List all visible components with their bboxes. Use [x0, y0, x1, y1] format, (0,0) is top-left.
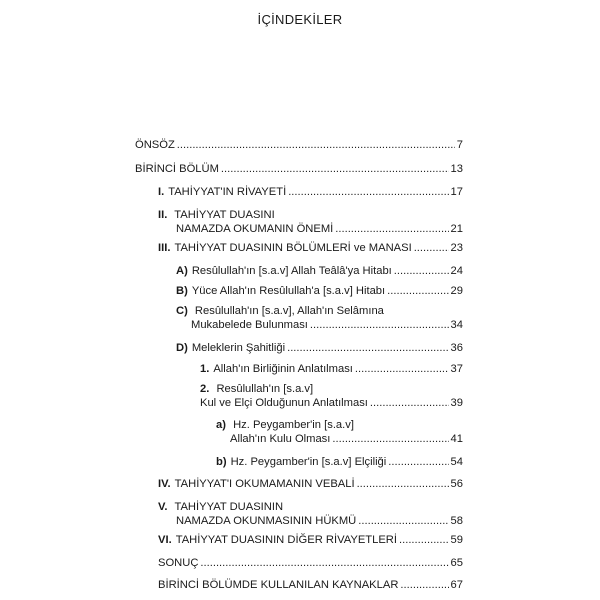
- toc-entry-title-line1: TAHİYYAT DUASINI: [174, 209, 275, 221]
- dot-leader: [357, 477, 449, 491]
- toc-entry-title: Resûlullah'ın [s.a.v] Allah Teâlâ'ya Hitabı: [191, 265, 392, 277]
- toc-page-number: 7: [456, 139, 463, 151]
- toc-entry-subsection-b[interactable]: [176, 284, 463, 298]
- toc-entry-subsection-d[interactable]: [176, 341, 463, 355]
- toc-section-number: a): [216, 419, 226, 431]
- toc-entry-section-1[interactable]: [158, 185, 463, 199]
- toc-entry-section-3[interactable]: [158, 241, 463, 255]
- dot-leader: [394, 264, 449, 278]
- toc-page-number: 24: [450, 265, 463, 277]
- toc-entry-onsoz[interactable]: [135, 138, 463, 152]
- toc-entry-title: TAHİYYAT'IN RİVAYETİ: [168, 186, 287, 198]
- toc-page-number: 17: [450, 186, 463, 198]
- dot-leader: [177, 138, 455, 152]
- toc-section-number: D): [176, 342, 188, 354]
- dot-leader: [200, 556, 448, 570]
- toc-entry-title: TAHİYYAT DUASININ DİĞER RİVAYETLERİ: [175, 534, 397, 546]
- toc-section-number: b): [216, 456, 227, 468]
- toc-entry-subsection-c[interactable]: [176, 304, 463, 332]
- toc-page-number: 37: [450, 363, 463, 375]
- dot-leader: [399, 533, 449, 547]
- toc-entry-item-b[interactable]: [216, 455, 463, 469]
- toc-section-number: 2.: [200, 383, 210, 395]
- toc-entry-kaynaklar[interactable]: [158, 578, 463, 592]
- toc-page-number: 13: [450, 163, 463, 175]
- toc-page-number: 39: [450, 397, 463, 409]
- toc-section-number: I.: [158, 186, 165, 198]
- toc-page-number: 23: [450, 242, 463, 254]
- toc-entry-title: BİRİNCİ BÖLÜMDE KULLANILAN KAYNAKLAR: [158, 579, 399, 591]
- toc-entry-title: Allah'ın Birliğinin Anlatılması: [213, 363, 353, 375]
- toc-page-number: 65: [450, 557, 463, 569]
- toc-section-number: IV.: [158, 478, 171, 490]
- toc-entry-section-4[interactable]: [158, 477, 463, 491]
- toc-entry-title: TAHİYYAT DUASININ BÖLÜMLERİ ve MANASI: [174, 242, 412, 254]
- dot-leader: [370, 396, 449, 410]
- toc-entry-item-1[interactable]: [200, 362, 463, 376]
- toc-page-number: 67: [450, 579, 463, 591]
- toc-entry-title-line1: Resûlullah'ın [s.a.v]: [216, 383, 314, 395]
- toc-page-number: 58: [450, 515, 463, 527]
- toc-entry-section-2[interactable]: [158, 208, 463, 236]
- toc-entry-item-2[interactable]: [200, 382, 463, 410]
- toc-page-number: 41: [450, 433, 463, 445]
- toc-entry-title: Hz. Peygamber'in [s.a.v] Elçiliği: [230, 456, 387, 468]
- toc-entry-title: BİRİNCİ BÖLÜM: [135, 163, 219, 175]
- toc-page-number: 36: [450, 342, 463, 354]
- dot-leader: [414, 241, 449, 255]
- toc-entry-subsection-a[interactable]: [176, 264, 463, 278]
- toc-section-number: 1.: [200, 363, 210, 375]
- toc-entry-title: Allah'ın Kulu Olması: [230, 433, 331, 445]
- dot-leader: [287, 341, 448, 355]
- dot-leader: [310, 318, 449, 332]
- toc-entry-sonuc[interactable]: [158, 556, 463, 570]
- dot-leader: [332, 432, 448, 446]
- toc-entry-title: Mukabelede Bulunması: [191, 319, 308, 331]
- toc-entry-title: Kul ve Elçi Olduğunun Anlatılması: [200, 397, 368, 409]
- toc-entry-title-line1: Hz. Peygamber'in [s.a.v]: [233, 419, 354, 431]
- toc-entry-item-a[interactable]: [216, 418, 463, 446]
- toc-entry-title: Yüce Allah'ın Resûlullah'a [s.a.v] Hitabı: [191, 285, 386, 297]
- toc-section-number: II.: [158, 209, 168, 221]
- page-title: İÇİNDEKİLER: [257, 12, 343, 27]
- toc-entry-title: NAMAZDA OKUNMASININ HÜKMÜ: [176, 515, 357, 527]
- toc-entry-title: TAHİYYAT'I OKUMAMANIN VEBALİ: [174, 478, 355, 490]
- dot-leader: [388, 455, 448, 469]
- toc-entry-title-line1: TAHİYYAT DUASININ: [174, 501, 284, 513]
- toc-page-number: 56: [450, 478, 463, 490]
- toc-section-number: III.: [158, 242, 171, 254]
- toc-entry-title: NAMAZDA OKUMANIN ÖNEMİ: [176, 223, 334, 235]
- toc-section-number: C): [176, 305, 188, 317]
- toc-entry-title: SONUÇ: [158, 557, 199, 569]
- dot-leader: [358, 514, 448, 528]
- dot-leader: [400, 578, 448, 592]
- dot-leader: [355, 362, 449, 376]
- toc-section-number: VI.: [158, 534, 172, 546]
- toc-entry-title: Meleklerin Şahitliği: [191, 342, 286, 354]
- toc-section-number: V.: [158, 501, 168, 513]
- toc-entry-title-line1: Resûlullah'ın [s.a.v], Allah'ın Selâmına: [194, 305, 384, 317]
- dot-leader: [221, 162, 449, 176]
- toc-page-number: 59: [450, 534, 463, 546]
- toc-entry-title: ÖNSÖZ: [135, 139, 175, 151]
- toc-section-number: A): [176, 265, 188, 277]
- dot-leader: [387, 284, 448, 298]
- toc-entry-birinci-bolum[interactable]: [135, 162, 463, 176]
- toc-page-number: 34: [450, 319, 463, 331]
- dot-leader: [335, 222, 448, 236]
- toc-page-number: 54: [450, 456, 463, 468]
- toc-entry-section-5[interactable]: [158, 500, 463, 528]
- toc-page-number: 21: [450, 223, 463, 235]
- toc-entry-section-6[interactable]: [158, 533, 463, 547]
- toc-section-number: B): [176, 285, 188, 297]
- toc-page-number: 29: [450, 285, 463, 297]
- dot-leader: [288, 185, 448, 199]
